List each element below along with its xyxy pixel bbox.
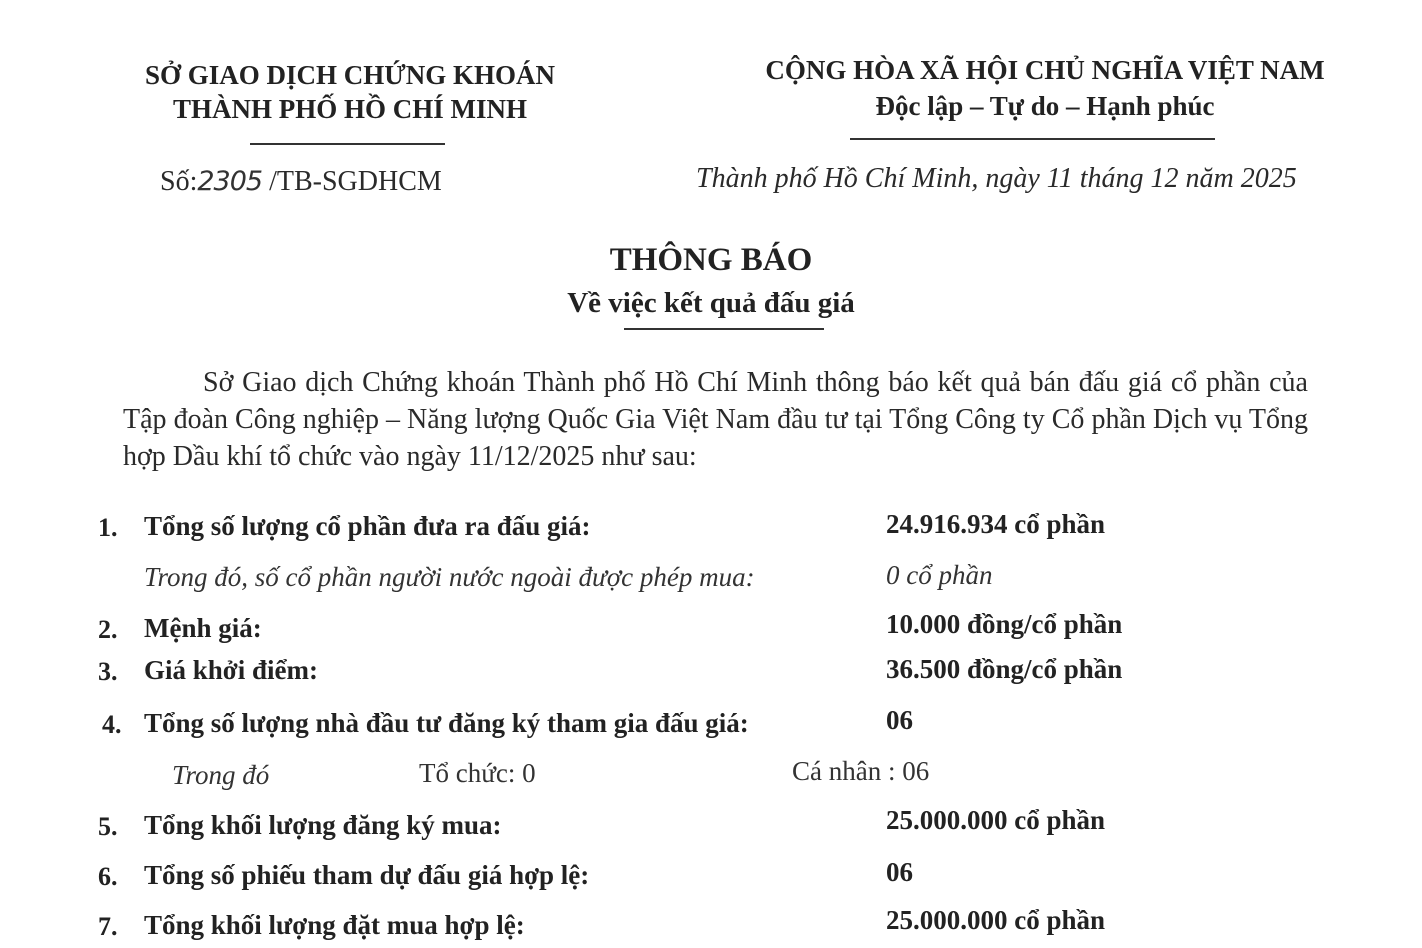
- individual-count: Cá nhân : 06: [792, 756, 930, 786]
- item-label: Giá khởi điểm:: [144, 655, 318, 685]
- item-number: 7.: [98, 912, 118, 941]
- item-value: 25.000.000 cổ phần: [886, 905, 1106, 935]
- document-number-prefix: Số:: [160, 166, 198, 197]
- intro-paragraph: Sở Giao dịch Chứng khoán Thành phố Hồ Chí Minh thông báo kết quả bán đấu giá cổ phần của Tập đoàn Công nghiệp – Năng lượng Quốc Gia Việt Nam đầu tư tại Tổng Công ty Cổ phần Dịch vụ Tổng hợp Dầu khí tổ chức vào ngày 11/12/2025 như sau:: [123, 367, 1308, 472]
- item-number: 4.: [102, 710, 122, 739]
- item-label: Tổng khối lượng đăng ký mua:: [144, 810, 502, 840]
- item-subvalue: 0 cổ phần: [886, 560, 993, 590]
- item-value: 10.000 đồng/cổ phần: [886, 609, 1123, 639]
- header-left-divider: [250, 143, 445, 145]
- national-motto: Độc lập – Tự do – Hạnh phúc: [875, 91, 1215, 121]
- item-label: Tổng khối lượng đặt mua hợp lệ:: [144, 910, 525, 940]
- organization-count: Tổ chức: 0: [419, 758, 536, 788]
- item-number: 6.: [98, 862, 118, 891]
- item-number: 1.: [98, 513, 118, 542]
- header-right-divider: [850, 138, 1215, 140]
- item-number: 5.: [98, 812, 118, 841]
- item-sublabel: Trong đó, số cổ phần người nước ngoài được phép mua:: [144, 562, 755, 592]
- item-label: Tổng số lượng nhà đầu tư đăng ký tham gia đấu giá:: [144, 708, 749, 738]
- document-number-handwritten: 2305: [197, 166, 263, 197]
- item-label: Tổng số phiếu tham dự đấu giá hợp lệ:: [144, 860, 590, 890]
- document-subtitle: Về việc kết quả đấu giá: [567, 287, 855, 319]
- item-value: 25.000.000 cổ phần: [886, 805, 1106, 835]
- document-title: THÔNG BÁO: [609, 242, 813, 278]
- document-number-suffix: /TB-SGDHCM: [262, 166, 442, 197]
- item-number: 3.: [98, 657, 118, 686]
- item-label: Tổng số lượng cổ phần đưa ra đấu giá:: [144, 511, 591, 541]
- issuing-organization: [100, 58, 600, 126]
- org-name-line1: SỞ GIAO DỊCH CHỨNG KHOÁN: [144, 60, 556, 90]
- document-number: [160, 166, 442, 198]
- item-sublabel: Trong đó: [172, 760, 270, 790]
- title-divider: [624, 328, 824, 330]
- item-value: 36.500 đồng/cổ phần: [886, 654, 1123, 684]
- item-label: Mệnh giá:: [144, 613, 262, 643]
- national-header: [690, 52, 1400, 124]
- org-name-line2: THÀNH PHỐ HỒ CHÍ MINH: [172, 94, 527, 124]
- item-value: 06: [886, 705, 913, 735]
- country-name: CỘNG HÒA XÃ HỘI CHỦ NGHĨA VIỆT NAM: [765, 55, 1325, 85]
- item-value: 06: [886, 857, 913, 887]
- place-and-date: Thành phố Hồ Chí Minh, ngày 11 tháng 12 năm 2025: [696, 163, 1297, 194]
- item-number: 2.: [98, 615, 118, 644]
- item-value: 24.916.934 cổ phần: [886, 509, 1106, 539]
